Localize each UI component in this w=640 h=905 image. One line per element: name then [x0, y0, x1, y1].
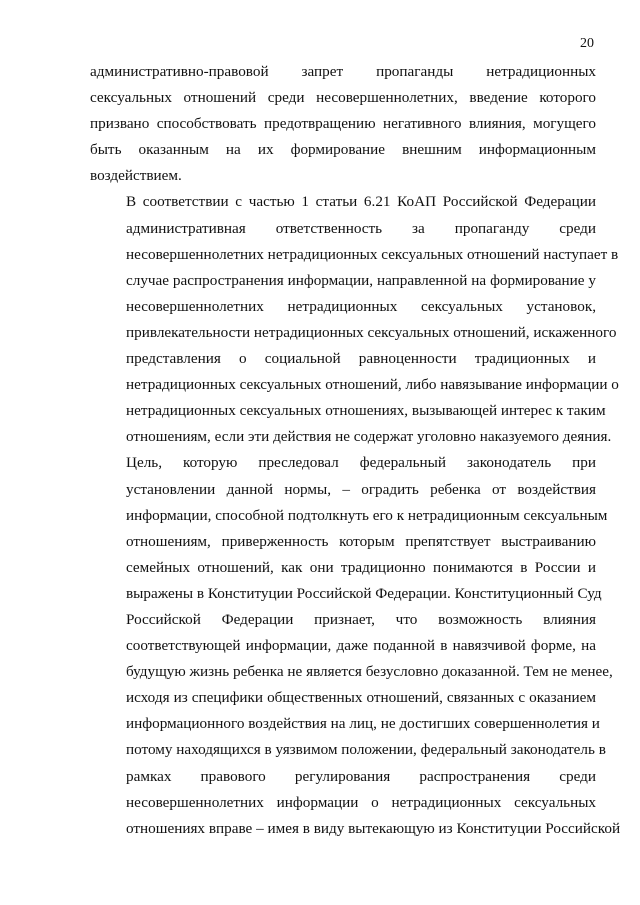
text-line: потому находящихся в уязвимом положении, федеральный законодатель в — [126, 741, 606, 759]
text-line: быть оказанным на их формирование внешним информационным — [90, 141, 596, 159]
text-line: привлекательности нетрадиционных сексуальных отношений, искаженного — [126, 323, 617, 341]
text-line: несовершеннолетних нетрадиционных сексуальных отношений наступает в — [126, 245, 619, 263]
paragraph — [90, 450, 621, 841]
text-line: административно-правовой запрет пропаганды нетрадиционных — [90, 63, 596, 80]
text-line: Цель, которую преследовал федеральный законодатель при — [126, 454, 596, 472]
text-line: нетрадиционных сексуальных отношений, либо навязывание информации о — [126, 376, 619, 394]
text-line: случае распространения информации, направленной на формирование у — [126, 271, 596, 289]
text-line: семейных отношений, как они традиционно понимаются в России и — [126, 558, 596, 576]
text-line: информационного воздействия на лиц, не достигших совершеннолетия и — [126, 715, 600, 733]
paragraph — [90, 59, 596, 189]
text-line: рамках правового регулирования распространения среди — [126, 767, 596, 785]
text-line: воздействием. — [90, 167, 182, 185]
text-line: административная ответственность за пропаганду среди — [126, 219, 596, 237]
text-line: несовершеннолетних нетрадиционных сексуальных установок, — [126, 297, 596, 315]
paragraph — [90, 189, 619, 450]
text-line: Российской Федерации признает, что возможность влияния — [126, 610, 596, 628]
text-line: несовершеннолетних информации о нетрадиционных сексуальных — [126, 793, 596, 811]
text-line: отношениях вправе – имея в виду вытекающую из Конституции Российской — [126, 819, 621, 837]
text-line: В соответствии с частью 1 статьи 6.21 КоАП Российской Федерации — [126, 193, 596, 211]
text-line: выражены в Конституции Российской Федерации. Конституционный Суд — [126, 584, 602, 602]
text-line: исходя из специфики общественных отношений, связанных с оказанием — [126, 689, 596, 707]
text-line: призвано способствовать предотвращению негативного влияния, могущего — [90, 115, 596, 133]
text-line: отношениям, если эти действия не содержат уголовно наказуемого деяния. — [126, 428, 612, 446]
text-line: будущую жизнь ребенка не является безусловно доказанной. Тем не менее, — [126, 663, 613, 681]
text-line: сексуальных отношений среди несовершеннолетних, введение которого — [90, 89, 596, 107]
text-line: информации, способной подтолкнуть его к нетрадиционным сексуальным — [126, 506, 608, 524]
text-line: нетрадиционных сексуальных отношениях, вызывающей интерес к таким — [126, 402, 606, 420]
text-line: представления о социальной равноценности традиционных и — [126, 350, 596, 368]
text-line: соответствующей информации, даже поданной в навязчивой форме, на — [126, 637, 596, 655]
text-line: установлении данной нормы, – оградить ребенка от воздействия — [126, 480, 596, 498]
page-number: 20 — [580, 36, 594, 51]
body-text — [90, 59, 621, 842]
text-line: отношениям, приверженность которым препятствует выстраиванию — [126, 532, 596, 550]
